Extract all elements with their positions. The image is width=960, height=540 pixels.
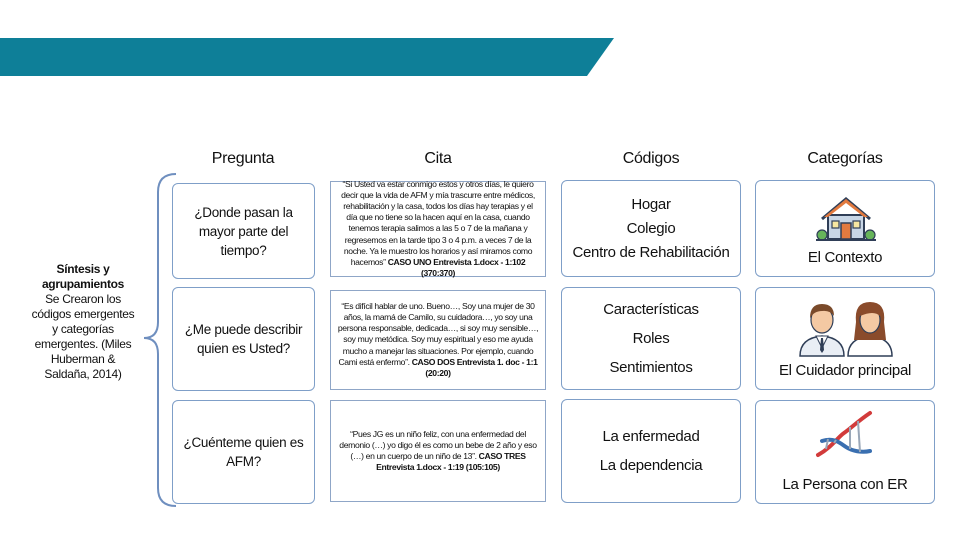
quote-box-1: [330, 178, 546, 279]
category-box-3: [755, 400, 935, 504]
category-label: La Persona con ER: [782, 476, 908, 493]
header-codigos: Códigos: [622, 150, 680, 167]
code-item: Sentimientos: [609, 359, 693, 376]
side-label: [28, 262, 138, 382]
side-label-title-2: agrupamientos: [41, 277, 125, 291]
quote-reference: CASO TRES Entrevista 1.docx - 1:19 (105:105): [376, 451, 526, 473]
question-text: ¿Donde pasan la mayor parte del tiempo?: [194, 204, 293, 258]
house-icon: [814, 193, 878, 243]
code-item: Colegio: [626, 220, 676, 237]
code-item: La dependencia: [599, 457, 703, 474]
code-item: Roles: [632, 330, 670, 347]
quote-box-2: [330, 290, 546, 390]
side-label-body: Se Crearon los códigos emergentes y categorías emergentes. (Miles Huberman & Saldaña, 2014): [31, 292, 135, 381]
codes-box-3: [561, 399, 741, 503]
question-text: ¿Cuénteme quien es AFM?: [183, 435, 304, 469]
title-banner: [0, 38, 614, 76]
code-item: Centro de Rehabilitación: [572, 244, 730, 261]
quote-text: “Si Usted va estar conmigo estos y otros días, le quiero decir que la vida de AFM y mía trascurre entre médicos, rehabilitación y la casa, todos los días hay terapias y el día que no tiene so la hacen aquí en la casa, cuando tenemos terapia salimos a las 5 o 7 de la mañana y regresemos en la tarde tipo 3 o 4 p.m. a veces 7 de la noche. Ya le muestro los horarios y así miramos como hacemos”: [341, 178, 535, 268]
quote-reference: CASO UNO Entrevista 1.docx - 1:102 (370:370): [387, 257, 526, 279]
code-item: La enfermedad: [602, 428, 700, 445]
header-categorias: Categorías: [807, 150, 883, 167]
question-text: ¿Me puede describir quien es Usted?: [184, 322, 303, 356]
quote-text: “Pues JG es un niño feliz, con una enfermedad del demonio (…) yo digo él es como un bebe de 2 año y eso (…) en un cuerpo de un niño de 13”.: [339, 428, 537, 461]
header-cita: Cita: [424, 150, 452, 167]
category-label: El Contexto: [807, 249, 883, 266]
caregivers-icon: [796, 298, 896, 358]
side-label-title-1: Síntesis y: [56, 262, 110, 276]
question-box-1: [172, 183, 315, 279]
dna-icon: [812, 407, 876, 461]
category-label: El Cuidador principal: [778, 362, 912, 379]
quote-text: “Es difícil hablar de uno. Bueno…, Soy una mujer de 30 años, la mamá de Camilo, su cuidadora…, yo soy una persona responsable, dedicada…, si soy muy sensible…, soy muy metódica. Soy muy espiritual y eso me ayuda mucho a manejar las situaciones. Por ejemplo, cuando Cami está enfermo”.: [337, 300, 539, 367]
question-box-3: [172, 400, 315, 504]
question-box-2: [172, 287, 315, 391]
codes-box-2: [561, 287, 741, 390]
header-pregunta: Pregunta: [211, 150, 275, 167]
category-box-1: [755, 180, 935, 277]
quote-reference: CASO DOS Entrevista 1. doc - 1:1 (20:20): [411, 356, 538, 378]
codes-box-1: [561, 180, 741, 277]
code-item: Características: [603, 301, 699, 318]
code-item: Hogar: [631, 196, 671, 213]
quote-box-3: [330, 400, 546, 502]
category-box-2: [755, 287, 935, 390]
